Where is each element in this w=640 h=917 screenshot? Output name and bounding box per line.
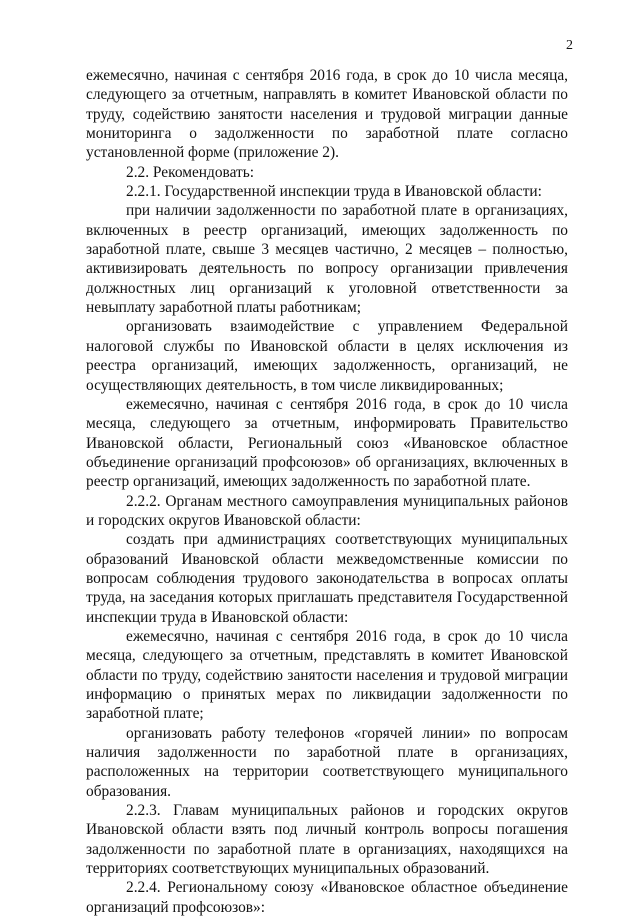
paragraph: ежемесячно, начиная с сентября 2016 года, в срок до 10 числа месяца, следующего за отчетным, представлять в комитет Ивановской области по труду, содействию занятости населения и трудовой миграции информацию о принятых мерах по ликвидации задолженности по заработной плате; xyxy=(86,627,568,723)
section-heading-2-2: 2.2. Рекомендовать: xyxy=(126,163,255,181)
paragraph: ежемесячно, начиная с сентября 2016 года, в срок до 10 числа месяца, следующего за отчетным, направлять в комитет Ивановской области по труду, содействию занятости населения и трудовой миграции данные мониторинга о задолженности по заработной плате согласно установленной форме (приложение 2). xyxy=(86,67,568,162)
page-number: 2 xyxy=(566,38,573,53)
document-body xyxy=(86,66,568,917)
section-heading-2-2-2: 2.2.2. Органам местного самоуправления муниципальных районов и городских округов Ивановской области: xyxy=(86,492,568,529)
paragraph: организовать взаимодействие с управлением Федеральной налоговой службы по Ивановской области в целях исключения из реестра организаций, имеющих задолженность, организаций, не осуществляющих деятельность, в том числе ликвидированных; xyxy=(86,318,568,394)
paragraph: ежемесячно, начиная с сентября 2016 года, в срок до 10 числа месяца, следующего за отчетным, информировать Правительство Ивановской области, Региональный союз «Ивановское областное объединение организаций профсоюзов» об организациях, включенных в реестр организаций, имеющих задолженность по заработной плате. xyxy=(86,395,568,491)
paragraph: при наличии задолженности по заработной плате в организациях, включенных в реестр организаций, имеющих задолженность по заработной плате, свыше 3 месяцев частично, 2 месяцев – полностью, активизировать деятельность по вопросу организации привлечения должностных лиц организаций к уголовной ответственности за невыплату заработной платы работникам; xyxy=(86,202,568,317)
paragraph: создать при администрациях соответствующих муниципальных образований Ивановской области межведомственные комиссии по вопросам соблюдения трудового законодательства в вопросах оплаты труда, на заседания которых приглашать представителя Государственной инспекции труда в Ивановской области: xyxy=(86,531,568,626)
paragraph: организовать работу телефонов «горячей линии» по вопросам наличия задолженности по заработной плате в организациях, расположенных на территории соответствующего муниципального образования. xyxy=(86,724,568,800)
section-paragraph-2-2-3: 2.2.3. Главам муниципальных районов и городских округов Ивановской области взять под личный контроль вопросы погашения задолженности по заработной плате в организациях, находящихся на территориях соответствующих муниципальных образований. xyxy=(86,802,568,878)
section-heading-2-2-4: 2.2.4. Региональному союзу «Ивановское областное объединение организаций профсоюзов»: xyxy=(86,879,568,916)
section-heading-2-2-1: 2.2.1. Государственной инспекции труда в Ивановской области: xyxy=(126,183,542,201)
